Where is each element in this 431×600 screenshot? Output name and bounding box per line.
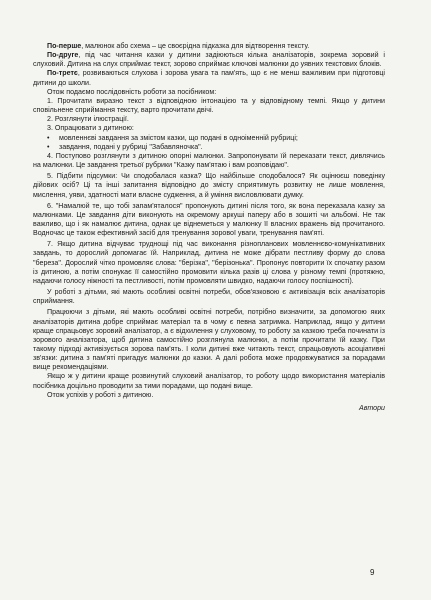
page-number: 9 [370, 568, 375, 577]
step-5: 5. Підбити підсумки: Чи сподобалася казка? Що найбільше сподобалося? Як оцінюєш поведінку дійових осіб? Ці та інші запитання відповідно до змісту сприятимуть розвитку не лише мовлення, мислення, уяви, здатності мати власне судження, а й уміння висловлювати думку. [33, 172, 385, 199]
step-6: 6. "Намалюй те, що тобі запам'яталося" пропонують дитині після того, як вона переказала казку за малюнками. Це завдання діти виконують на окремому аркуші паперу або в зошиті чи альбомі. Не так важливо, що і як намалює дитина, однак це віднеметься у малюнку її власних вражень від прочитаного. Водночас це також ефективний засіб для тренування зорової уваги, тренування пам'яті. [33, 201, 385, 238]
step-2: 2. Розглянути ілюстрації. [47, 115, 129, 124]
list-item-text: мовленнєві завдання за змістом казки, що подані в одноіменній рубриці; [59, 133, 298, 142]
step-1: 1. Прочитати виразно текст з відповідною інтонацією та у відповідному темпі. Якщо у дитини сповільнене сприймання тексту, варто прочитати двічі. [33, 96, 385, 115]
document-page [33, 42, 385, 413]
paragraph-special-needs: У роботі з дітьми, які мають особливі освітні потреби, обов'язковою є активізація всіх аналізаторів сприймання. [33, 288, 385, 306]
lead-second: По-друге [47, 51, 79, 60]
paragraph-third [33, 69, 385, 87]
bullet-icon: • [47, 133, 50, 142]
authors-signature: Автори [358, 403, 385, 412]
paragraph-first [33, 42, 385, 51]
list-item [33, 134, 385, 143]
list-item-text: завдання, подані у рубриці "Забавляночка". [59, 142, 203, 151]
paragraph-auditory: Якщо ж у дитини краще розвинутий слуховий аналізатор, то роботу щодо використання матеріалів посібника доцільно проводити за тими порадами, що подані вище. [33, 372, 385, 390]
list-item [33, 143, 385, 152]
bullet-icon: • [47, 142, 50, 151]
paragraph-third-text: , розвиваються слухова і зорова увага та пам'ять, що є не менш важливим при підготовці дитини до школи. [33, 69, 385, 87]
lead-third: По-третє [47, 69, 78, 78]
paragraph-sequence-intro: Отож подаємо послідовність роботи за посібником: [47, 87, 217, 96]
paragraph-first-text: , малюнок або схема – це своєрідна підказка для відтворення тексту. [81, 42, 310, 50]
paragraph-second [33, 51, 385, 69]
step-4: 4. Поступово розглянути з дитиною опорні малюнки. Запропонувати їй переказати текст, дивлячись на малюнки. Це завдання третьої рубрики "Казку пам'ятаю і вам розповідаю". [33, 151, 385, 170]
lead-first: По-перше [47, 42, 82, 50]
paragraph-closing: Отож успіхів у роботі з дитиною. [47, 390, 154, 399]
paragraph-analyzers: Працюючи з дітьми, які мають особливі освітні потреби, потрібно визначити, за допомогою яких аналізаторів дитина добре сприймає матеріал та в чому є певна затримка. Наприклад, якщо у дитини краще спрацьовує зоровий аналізатор, а є відхилення у слуховому, то роботу за казкою треба починати із зорового аналізатора, щоб дитина самостійно розглянула малюнки, а потім прочитати їй казку. При такому підході активізується зорова пам'ять. І коли дитині вже читають текст, спрацьовують асоціативні зв'язки: дитина з пам'яті пригадує малюнки до казки. А далі робота може продовжуватися за порадами вище рекомендаціями. [33, 308, 385, 372]
paragraph-second-text: , під час читання казки у дитини задіюються кілька аналізаторів, зокрема зоровий і слуховий. Дитина на слух сприймає текст, зорово сприймає ключові малюнки до уявних текстових блоків. [33, 51, 385, 69]
step-3: 3. Опрацювати з дитиною: [47, 124, 134, 133]
step-7: 7. Якщо дитина відчуває труднощі під час виконання різнопланових мовленнєво-комунікативних завдань, то дорослий допомагає їй. Наприклад, дитина не може дібрати пестливу форму до слова "береза". Дорослий чітко промовляє слова: "берізка", "берізонька". Пропонує повторити їх спочатку разом із дитиною, а потім спонукає її самостійно промовити кілька разів ці слова у різному темпі (протяжно, надаючи голосу ніжності та пестливості, потім промовляти швидко, надаючи голосу поспішності). [33, 240, 385, 285]
